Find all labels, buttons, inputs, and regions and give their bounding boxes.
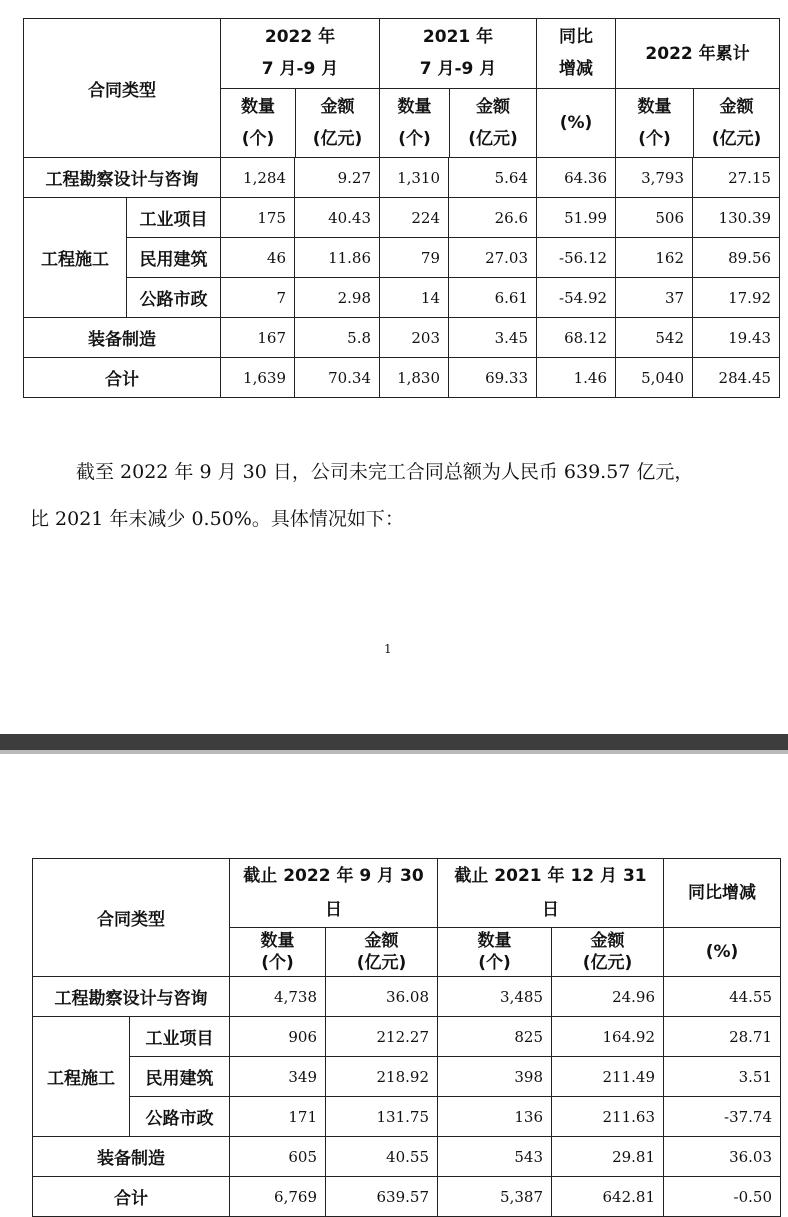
amt-label: 金额	[719, 97, 754, 117]
cell: 398	[438, 1057, 552, 1097]
paragraph-line-2: 比 2021 年末减少 0.50%。具体情况如下：	[30, 508, 404, 530]
yoy-label-2: 增减	[559, 59, 594, 79]
row-label: 公路市政	[130, 1097, 230, 1137]
cell: 506	[616, 198, 693, 238]
page-number: 1	[384, 642, 392, 656]
table-row	[33, 1017, 781, 1057]
cell: -0.50	[664, 1177, 781, 1217]
row-label: 装备制造	[33, 1137, 230, 1177]
header-2021-q3	[380, 19, 537, 158]
cell: 9.27	[295, 158, 380, 198]
cell: 211.63	[552, 1097, 664, 1137]
cell: 218.92	[326, 1057, 438, 1097]
header-2021-12-31: 截止 2021 年 12 月 31 日	[438, 859, 664, 928]
cell: 543	[438, 1137, 552, 1177]
cell: 284.45	[693, 358, 780, 398]
cell: 131.75	[326, 1097, 438, 1137]
amt-header	[326, 928, 438, 977]
cell: 1,284	[221, 158, 295, 198]
table-row	[24, 278, 780, 318]
qty-unit: (个)	[638, 129, 671, 149]
cell: 6.61	[449, 278, 537, 318]
row-label: 民用建筑	[127, 238, 221, 278]
qty-label: 数量	[477, 931, 512, 951]
cell: 3,485	[438, 977, 552, 1017]
qty-label: 数量	[397, 97, 432, 117]
cell: 3,793	[616, 158, 693, 198]
amt-unit: (亿元)	[356, 953, 407, 973]
cell: -54.92	[537, 278, 616, 318]
header-2022-q3	[221, 19, 380, 158]
cell: 224	[380, 198, 449, 238]
cell: 906	[230, 1017, 326, 1057]
qty-unit: (个)	[478, 953, 511, 973]
row-label: 工业项目	[127, 198, 221, 238]
header-2022-cumulative	[616, 19, 780, 158]
cell: 24.96	[552, 977, 664, 1017]
cell: 11.86	[295, 238, 380, 278]
table-row	[33, 1097, 781, 1137]
row-label: 工程勘察设计与咨询	[24, 158, 221, 198]
cell: 5,040	[616, 358, 693, 398]
amt-unit: (亿元)	[312, 129, 363, 149]
cell: -56.12	[537, 238, 616, 278]
cell: 212.27	[326, 1017, 438, 1057]
page-separator-shadow	[0, 750, 788, 754]
amt-label: 金额	[320, 97, 355, 117]
cell: 5,387	[438, 1177, 552, 1217]
qty-unit: (个)	[241, 129, 275, 149]
row-label: 装备制造	[24, 318, 221, 358]
table-row	[24, 198, 780, 238]
header-range-text: 7 月-9 月	[261, 59, 339, 79]
amt-unit: (亿元)	[582, 953, 633, 973]
cell: 1,639	[221, 358, 295, 398]
row-label: 合计	[24, 358, 221, 398]
qty-label: 数量	[241, 97, 275, 117]
table-row	[24, 318, 780, 358]
table-row-total	[33, 1177, 781, 1217]
table-row	[33, 1137, 781, 1177]
cell: 5.8	[295, 318, 380, 358]
cell: 5.64	[449, 158, 537, 198]
cum-label: 2022 年累计	[616, 19, 779, 89]
group-label: 工程施工	[24, 198, 127, 318]
yoy-label-1: 同比	[559, 27, 594, 47]
qty-label: 数量	[637, 97, 672, 117]
cell: 211.49	[552, 1057, 664, 1097]
cell: 6,769	[230, 1177, 326, 1217]
cell: 28.71	[664, 1017, 781, 1057]
cell: 27.15	[693, 158, 780, 198]
header-row	[24, 19, 780, 158]
yoy-unit: (%)	[559, 113, 593, 133]
cell: 44.55	[664, 977, 781, 1017]
row-label: 工程勘察设计与咨询	[33, 977, 230, 1017]
cell: 167	[221, 318, 295, 358]
cell: 17.92	[693, 278, 780, 318]
table-row	[33, 977, 781, 1017]
cell: 7	[221, 278, 295, 318]
qty-header	[438, 928, 552, 977]
cell: 1,310	[380, 158, 449, 198]
group-label: 工程施工	[33, 1017, 130, 1137]
cell: 164.92	[552, 1017, 664, 1057]
cell: 40.43	[295, 198, 380, 238]
header-2022-09-30: 截止 2022 年 9 月 30 日	[230, 859, 438, 928]
amt-unit: (亿元)	[468, 129, 518, 149]
header-yoy	[537, 19, 616, 158]
header-row-1	[33, 859, 781, 928]
amt-label: 金额	[476, 97, 511, 117]
row-label: 合计	[33, 1177, 230, 1217]
cell: 1,830	[380, 358, 449, 398]
cell: 4,738	[230, 977, 326, 1017]
cell: 203	[380, 318, 449, 358]
cell: 171	[230, 1097, 326, 1137]
cell: 89.56	[693, 238, 780, 278]
cell: 639.57	[326, 1177, 438, 1217]
cell: 46	[221, 238, 295, 278]
cell: 79	[380, 238, 449, 278]
cell: 51.99	[537, 198, 616, 238]
cell: 542	[616, 318, 693, 358]
table-row	[33, 1057, 781, 1097]
header-range-text: 7 月-9 月	[419, 59, 497, 79]
cell: 175	[221, 198, 295, 238]
amt-label: 金额	[364, 931, 399, 951]
cell: 29.81	[552, 1137, 664, 1177]
cell: 37	[616, 278, 693, 318]
qty-unit: (个)	[261, 953, 294, 973]
header-yoy: 同比增减	[664, 859, 781, 928]
cell: 40.55	[326, 1137, 438, 1177]
cell: 19.43	[693, 318, 780, 358]
cell: 14	[380, 278, 449, 318]
amt-header	[552, 928, 664, 977]
row-label: 工业项目	[130, 1017, 230, 1057]
header-contract-type: 合同类型	[24, 19, 221, 158]
cell: 36.08	[326, 977, 438, 1017]
qty-unit: (个)	[398, 129, 431, 149]
row-label: 公路市政	[127, 278, 221, 318]
amt-unit: (亿元)	[711, 129, 762, 149]
cell: 68.12	[537, 318, 616, 358]
cell: 349	[230, 1057, 326, 1097]
cell: 3.45	[449, 318, 537, 358]
table-row	[24, 158, 780, 198]
cell: -37.74	[664, 1097, 781, 1137]
header-contract-type: 合同类型	[33, 859, 230, 977]
qty-header	[230, 928, 326, 977]
unfinished-contracts-table	[32, 858, 781, 1217]
cell: 64.36	[537, 158, 616, 198]
cell: 1.46	[537, 358, 616, 398]
paragraph-line-1: 截至 2022 年 9 月 30 日，公司未完工合同总额为人民币 639.57 亿元，	[76, 461, 694, 483]
header-year-text: 2022 年	[264, 27, 336, 47]
cell: 130.39	[693, 198, 780, 238]
cell: 2.98	[295, 278, 380, 318]
row-label: 民用建筑	[130, 1057, 230, 1097]
cell: 27.03	[449, 238, 537, 278]
table-row-total	[24, 358, 780, 398]
cell: 36.03	[664, 1137, 781, 1177]
cell: 642.81	[552, 1177, 664, 1217]
cell: 70.34	[295, 358, 380, 398]
amt-label: 金额	[590, 931, 625, 951]
table-row	[24, 238, 780, 278]
cell: 3.51	[664, 1057, 781, 1097]
header-year-text: 2021 年	[422, 27, 494, 47]
qty-label: 数量	[260, 931, 295, 951]
cell: 605	[230, 1137, 326, 1177]
cell: 136	[438, 1097, 552, 1137]
contracts-q3-table	[23, 18, 780, 398]
page-separator	[0, 734, 788, 750]
cell: 26.6	[449, 198, 537, 238]
cell: 69.33	[449, 358, 537, 398]
cell: 825	[438, 1017, 552, 1057]
cell: 162	[616, 238, 693, 278]
yoy-unit: (%)	[664, 928, 781, 977]
